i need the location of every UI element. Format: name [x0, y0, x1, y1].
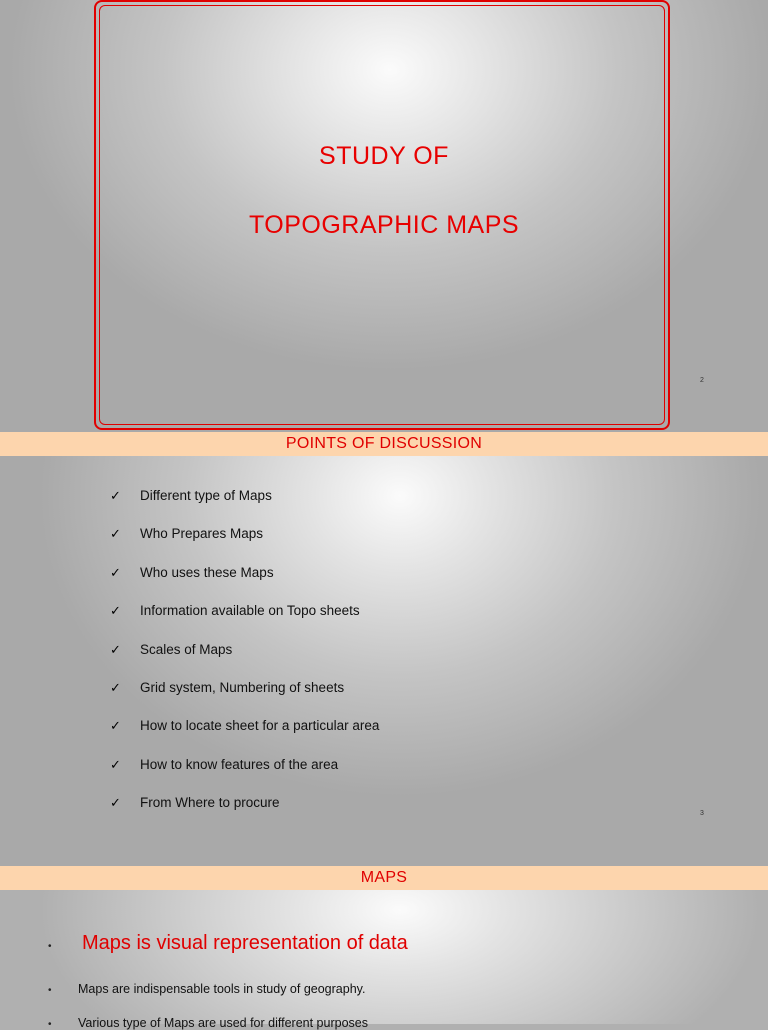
bullet-text: Various type of Maps are used for different purposes [78, 1016, 368, 1030]
discussion-item-label: How to know features of the area [140, 756, 339, 772]
discussion-item [110, 526, 379, 564]
page-number: 3 [700, 810, 704, 817]
discussion-item [110, 565, 379, 603]
title-line-1: STUDY OF [319, 142, 449, 170]
discussion-item-label: Grid system, Numbering of sheets [140, 679, 345, 695]
discussion-item-label: Different type of Maps [140, 488, 272, 503]
slide-header-points: POINTS OF DISCUSSION [0, 432, 768, 456]
discussion-item-label: Who Prepares Maps [140, 526, 264, 542]
discussion-item-label: Scales of Maps [140, 641, 233, 657]
page-number: 2 [700, 377, 704, 384]
discussion-item-label: How to locate sheet for a particular area [140, 718, 380, 734]
discussion-item [110, 757, 379, 795]
discussion-item [110, 603, 379, 641]
title-line-2: TOPOGRAPHIC MAPS [248, 211, 520, 239]
bullet-icon: • [48, 941, 52, 952]
checkmark-icon: ✓ [110, 679, 121, 695]
maps-slide [0, 890, 768, 1030]
discussion-item [110, 642, 379, 680]
bullet-icon: • [48, 985, 52, 996]
discussion-item-label: Who uses these Maps [140, 564, 274, 580]
discussion-list [110, 488, 379, 834]
discussion-item [110, 718, 379, 756]
bullet-icon: • [48, 1019, 52, 1030]
discussion-item [110, 488, 379, 526]
checkmark-icon: ✓ [110, 756, 121, 772]
bullet-text: Maps is visual representation of data [82, 932, 408, 954]
discussion-item-label: Information available on Topo sheets [140, 603, 360, 619]
discussion-slide [0, 456, 768, 866]
checkmark-icon: ✓ [110, 526, 121, 542]
bullet-item [48, 982, 365, 996]
bullet-item [48, 1016, 368, 1030]
checkmark-icon: ✓ [110, 641, 121, 657]
discussion-item-label: From Where to procure [140, 795, 280, 811]
title-slide [0, 0, 768, 432]
checkmark-icon: ✓ [110, 718, 121, 734]
bullet-text: Maps are indispensable tools in study of geography. [78, 982, 366, 996]
checkmark-icon: ✓ [110, 603, 121, 619]
checkmark-icon: ✓ [110, 488, 121, 503]
checkmark-icon: ✓ [110, 795, 121, 811]
slide-header-maps: MAPS [0, 866, 768, 890]
discussion-item [110, 680, 379, 718]
bullet-item [48, 932, 408, 955]
checkmark-icon: ✓ [110, 564, 121, 580]
discussion-item [110, 795, 379, 833]
